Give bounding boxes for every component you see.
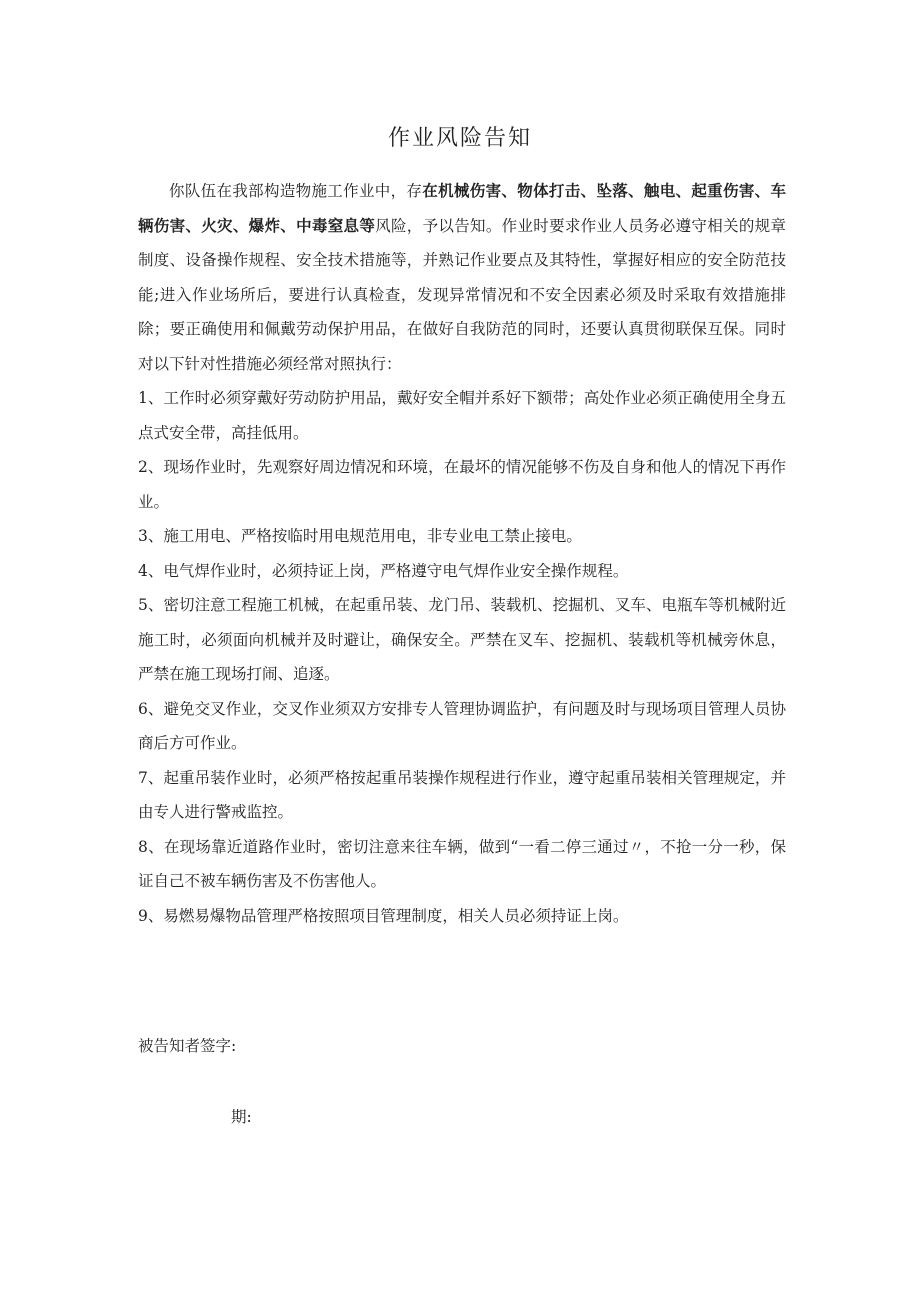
measure-item-6: 6、避免交叉作业，交叉作业须双方安排专人管理协调监护，有问题及时与现场项目管理人员协商后方可作业。 <box>138 699 786 752</box>
intro-risks-bold: 在机械伤害、物体打击、坠落、触电、起重伤害、车辆伤害、火灾、爆炸、中毒窒息等 <box>138 182 786 235</box>
measure-item-7: 7、起重吊装作业时，必须严格按起重吊装操作规程进行作业，遵守起重吊装相关管理规定，并由专人进行警戒监控。 <box>138 768 786 821</box>
measure-item-1: 1、工作时必须穿戴好劳动防护用品，戴好安全帽并系好下额带；高处作业必须正确使用全身五点式安全带，高挂低用。 <box>138 389 786 442</box>
intro-paragraph <box>138 174 786 381</box>
measure-item-4: 4、电气焊作业时，必须持证上岗，严格遵守电气焊作业安全操作规程。 <box>138 561 629 580</box>
intro-suffix: 风险，予以告知。作业时要求作业人员务必遵守相关的规章制度、设备操作规程、安全技术措施等，并熟记作业要点及其特性，掌握好相应的安全防范技能;进入作业场所后，要进行认真检查，发现异常情况和不安全因素必须及时采取有效措施排除；要正确使用和佩戴劳动保护用品，在做好自我防范的同时，还要认真贯彻联保互保。同时对以下针对性措施必须经常对照执行： <box>138 216 786 373</box>
intro-prefix: 你队伍在我部构造物施工作业中，存 <box>169 182 423 200</box>
signature-label: 被告知者签字: <box>138 1037 237 1055</box>
measure-item-3: 3、施工用电、严格按临时用电规范用电，非专业电工禁止接电。 <box>138 527 582 545</box>
measure-item-8: 8、在现场靠近道路作业时，密切注意来往车辆，做到“一看二停三通过〃，不抢一分一秒，保证自己不被车辆伤害及不伤害他人。 <box>138 837 786 890</box>
measure-item-5: 5、密切注意工程施工机械，在起重吊装、龙门吊、装载机、挖掘机、叉车、电瓶车等机械附近施工时，必须面向机械并及时避让，确保安全。严禁在叉车、挖掘机、装载机等机械旁休息，严禁在施工现场打闹、追逐。 <box>138 596 786 683</box>
page-title: 作业风险告知 <box>387 126 532 151</box>
measure-item-2: 2、现场作业时，先观察好周边情况和环境，在最坏的情况能够不伤及自身和他人的情况下再作业。 <box>138 458 786 511</box>
document-body <box>138 174 786 933</box>
measure-item-9: 9、易燃易爆物品管理严格按照项目管理制度，相关人员必须持证上岗。 <box>138 906 629 925</box>
date-label: 期: <box>231 1108 252 1126</box>
